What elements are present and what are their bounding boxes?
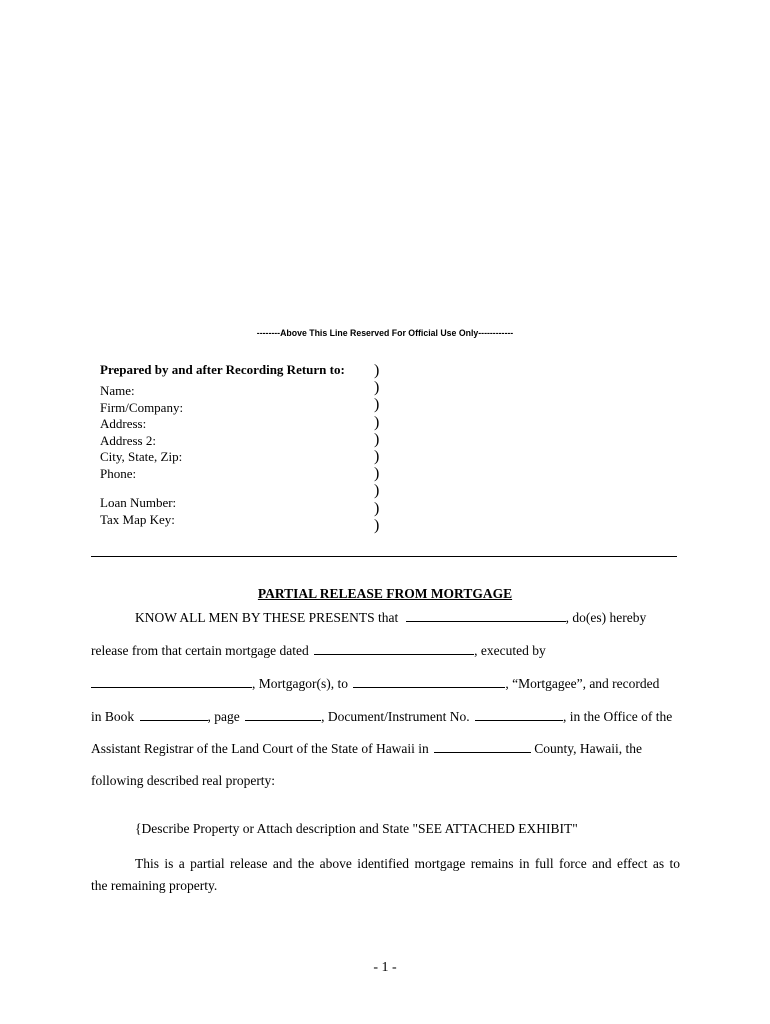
body-line-6: following described real property: bbox=[91, 773, 276, 788]
paren: ) bbox=[374, 465, 380, 483]
body-line-5 bbox=[91, 740, 642, 757]
county-blank[interactable] bbox=[434, 740, 531, 753]
executed-by-text: , executed by bbox=[474, 643, 546, 658]
does-hereby-text: , do(es) hereby bbox=[565, 610, 647, 625]
county-hawaii-text: County, Hawaii, the bbox=[534, 741, 643, 756]
mortgagee-recorded-text: , “Mortgagee”, and recorded bbox=[505, 676, 660, 691]
phone-field-label: Phone: bbox=[100, 465, 137, 481]
return-to-fields bbox=[100, 383, 183, 528]
tax-map-key-field-label: Tax Map Key: bbox=[100, 511, 175, 527]
paren: ) bbox=[374, 396, 380, 414]
paren: ) bbox=[374, 379, 380, 397]
horizontal-divider bbox=[91, 556, 677, 557]
return-to-heading: Prepared by and after Recording Return to: bbox=[100, 362, 345, 377]
in-book-text: in Book bbox=[91, 709, 135, 724]
mortgagor-to-text: , Mortgagor(s), to bbox=[252, 676, 348, 691]
page-number: - 1 - bbox=[373, 960, 397, 975]
page-number-blank[interactable] bbox=[245, 708, 321, 721]
mortgagee-blank[interactable] bbox=[353, 675, 505, 688]
city-state-zip-field-label: City, State, Zip: bbox=[100, 449, 183, 464]
address-field-label: Address: bbox=[100, 416, 147, 431]
paren: ) bbox=[374, 499, 380, 517]
body-line-4 bbox=[91, 708, 672, 725]
body-line-3 bbox=[91, 675, 659, 692]
page-text: , page bbox=[207, 709, 240, 724]
paren: ) bbox=[374, 516, 380, 534]
document-instrument-text: , Document/Instrument No. bbox=[321, 709, 470, 724]
mortgagee-name-blank[interactable] bbox=[406, 609, 566, 622]
firm-company-field-label: Firm/Company: bbox=[100, 399, 184, 415]
describe-property-instruction: {Describe Property or Attach description and State "SEE ATTACHED EXHIBIT" bbox=[135, 821, 578, 836]
body-line-2 bbox=[91, 642, 546, 659]
book-number-blank[interactable] bbox=[140, 708, 208, 721]
mortgage-date-blank[interactable] bbox=[314, 642, 474, 655]
mortgagor-name-blank[interactable] bbox=[91, 675, 252, 688]
name-field-label: Name: bbox=[100, 383, 135, 398]
assistant-registrar-text: Assistant Registrar of the Land Court of the State of Hawaii in bbox=[91, 741, 429, 756]
partial-release-line-2: the remaining property. bbox=[91, 878, 218, 893]
paren: ) bbox=[374, 482, 380, 500]
instrument-number-blank[interactable] bbox=[475, 708, 563, 721]
partial-release-line-1: This is a partial release and the above identified mortgage remains in full force and effect as to bbox=[135, 856, 680, 871]
know-all-men-text: KNOW ALL MEN BY THESE PRESENTS that bbox=[135, 610, 399, 625]
parenthesis-column bbox=[374, 362, 379, 534]
loan-number-field-label: Loan Number: bbox=[100, 495, 177, 510]
address-2-field-label: Address 2: bbox=[100, 432, 156, 448]
office-of-text: , in the Office of the bbox=[562, 709, 673, 724]
paren: ) bbox=[374, 362, 380, 379]
paren: ) bbox=[374, 447, 380, 465]
document-title: PARTIAL RELEASE FROM MORTGAGE bbox=[257, 586, 513, 601]
reserved-for-official-use-line: --------Above This Line Reserved For Official Use Only------------ bbox=[256, 328, 514, 339]
field-gap bbox=[100, 482, 183, 495]
paren: ) bbox=[374, 413, 380, 431]
paren: ) bbox=[374, 430, 380, 448]
mortgage-dated-text: release from that certain mortgage dated bbox=[91, 643, 309, 658]
body-line-1 bbox=[135, 609, 646, 626]
